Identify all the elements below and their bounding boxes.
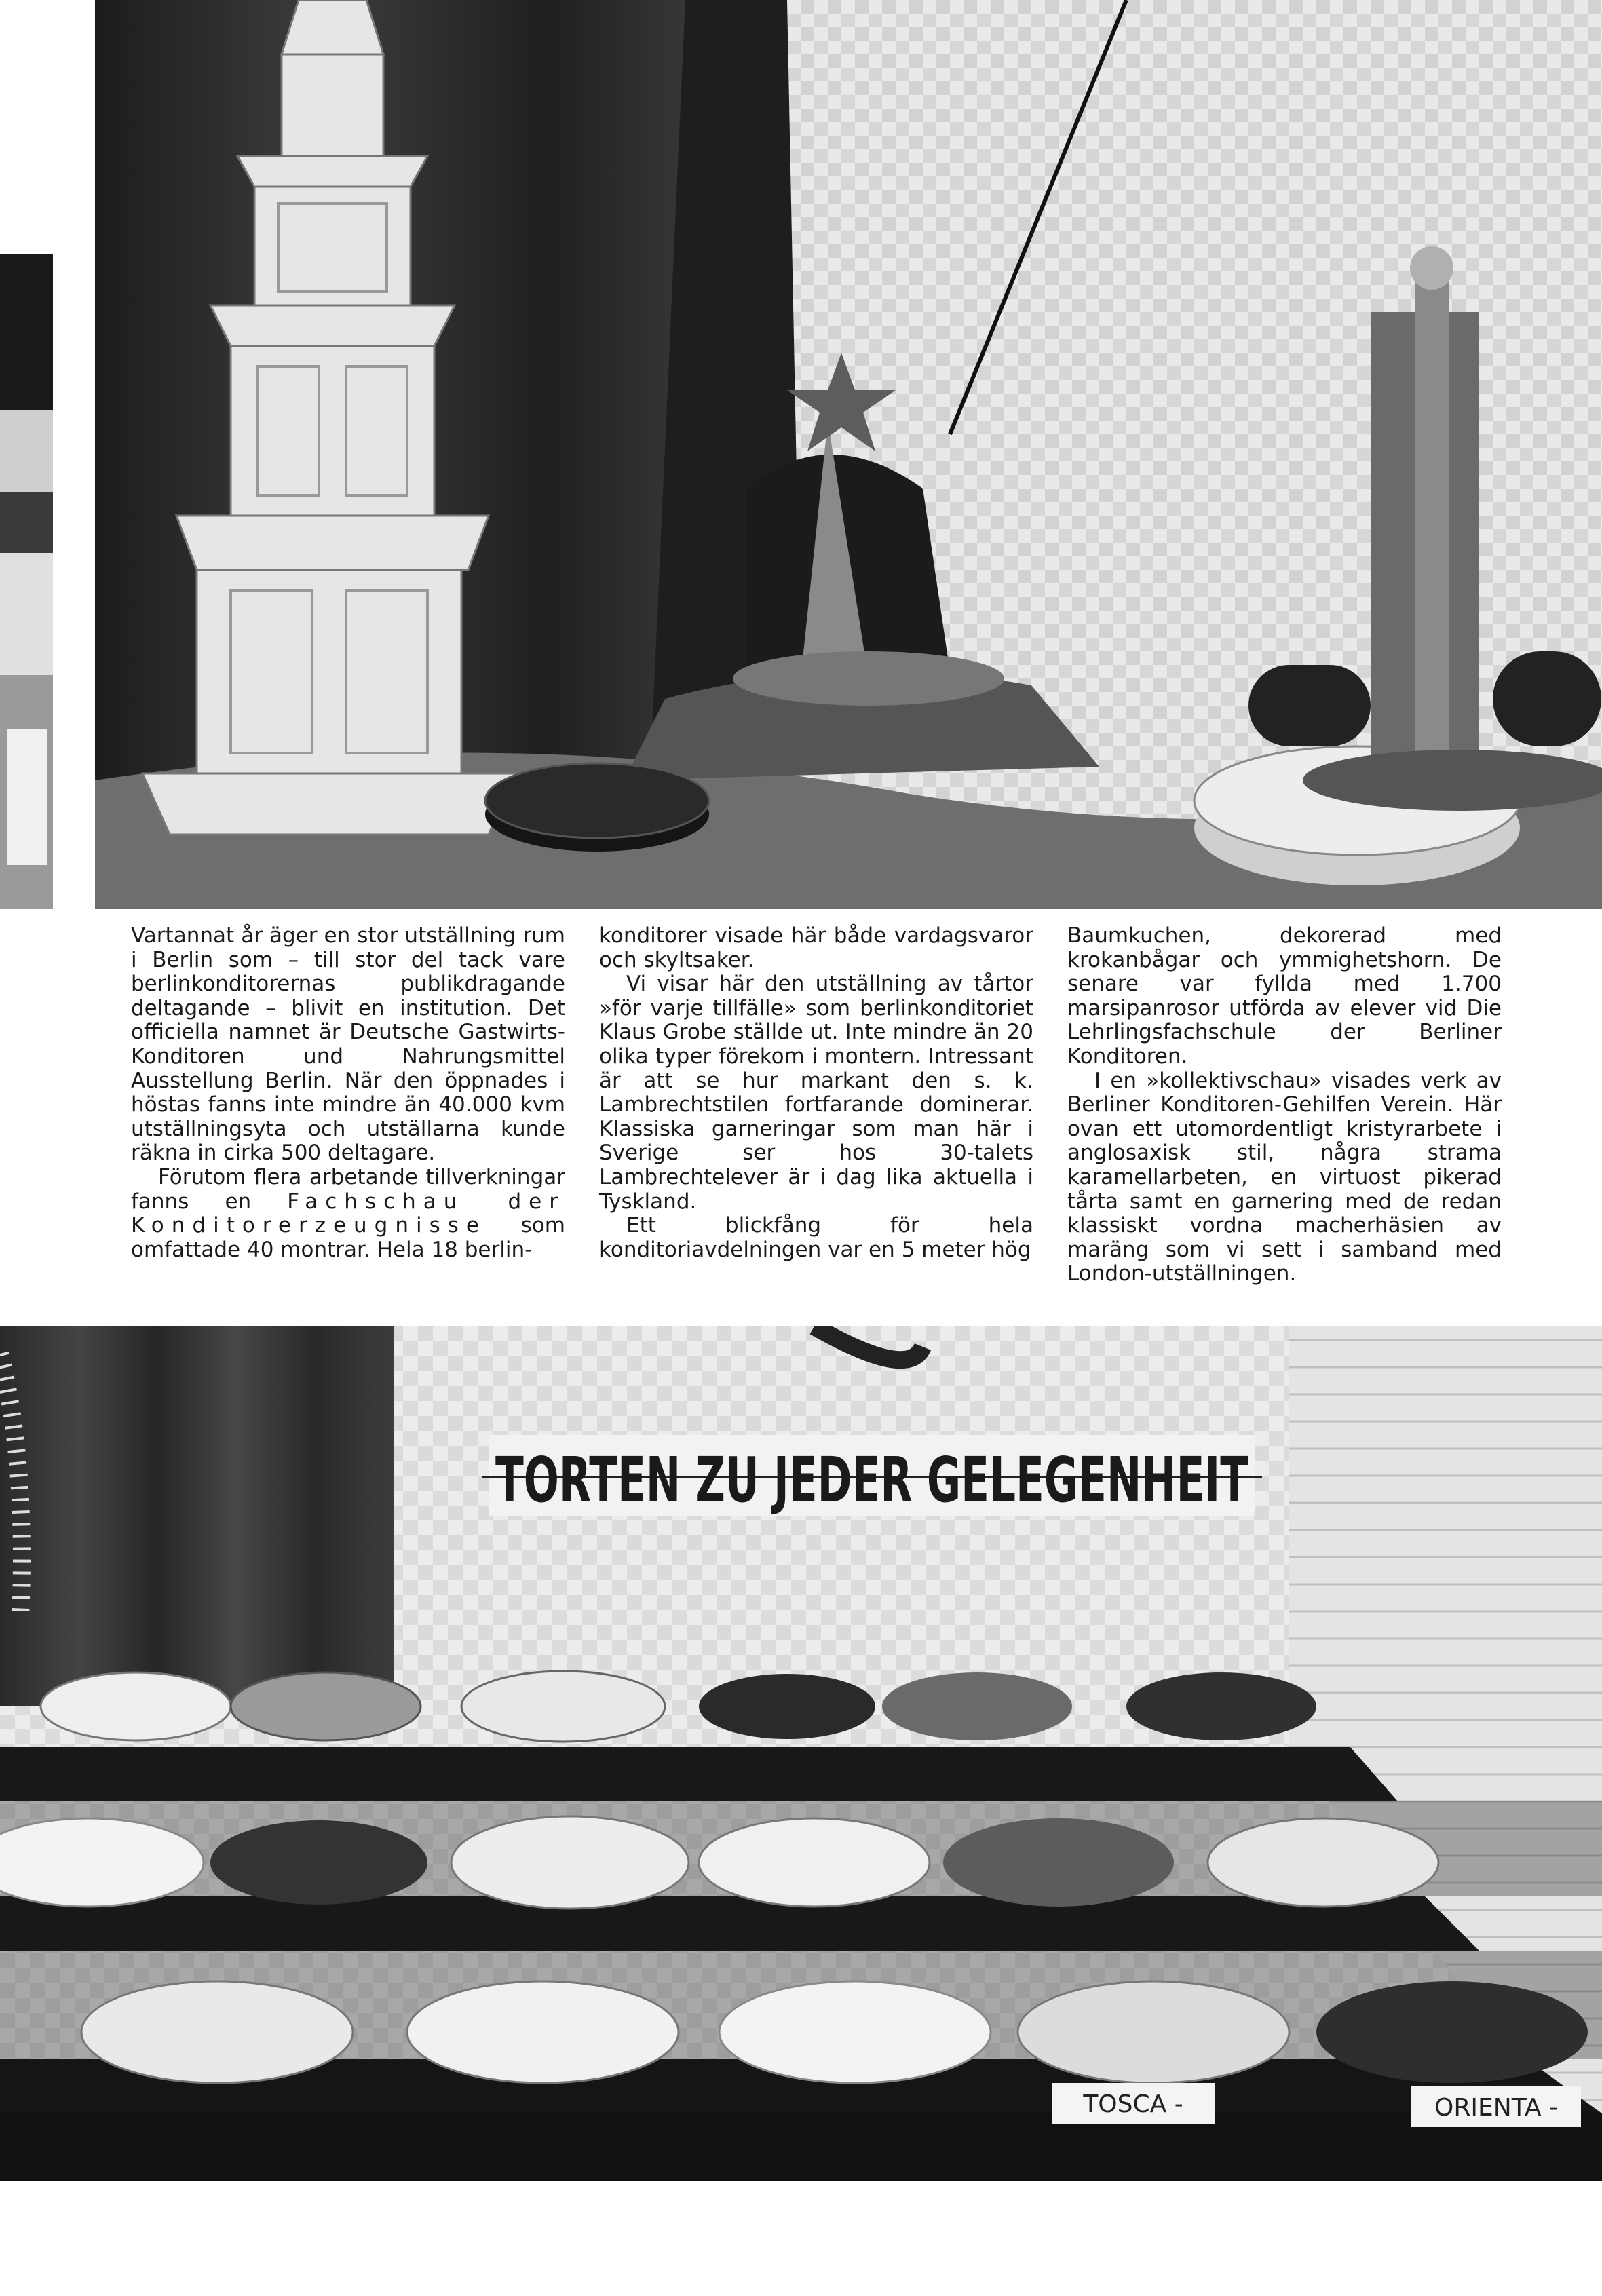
paragraph-text: Förutom flera arbetande tillverkningar fanns en	[131, 1164, 565, 1214]
paragraph: Vi visar här den utställning av tårtor »för varje tillfälle» som berlinkonditoriet Klaus Grobe ställde ut. Inte mindre än 20 olika typer förekom i montern. Intressant är att se hur markant den s. k. Lambrechtstilen fortfarande dominerar. Klassiska garneringar som man här i Sverige ser hos 30-talets Lambrechtelever är i dag lika aktuella i Tyskland.	[599, 972, 1033, 1214]
spaced-term: Fachschau der Konditorerzeugnisse	[131, 1189, 566, 1238]
text-column-2	[599, 924, 1033, 1262]
cake-label: ORIENTA -	[1434, 2094, 1558, 2122]
cake-label: TOSCA -	[1083, 2090, 1183, 2118]
photo-exhibition-hall-strip	[0, 254, 53, 909]
paragraph: Baumkuchen, dekorerad med krokanbågar och ymmighetshorn. De senare var fyllda med 1.700 marsipanrosor utförda av elever vid Die Lehrlingsfachschule der Berliner Konditoren.	[1067, 923, 1502, 1069]
sign-text: TORTEN ZU JEDER GELEGENHEIT	[495, 1444, 1249, 1516]
photo-sugar-art-display	[95, 0, 1602, 909]
paragraph: I en »kollektivschau» visades verk av Berliner Konditoren-Gehilfen Verein. Här ovan ett utomordentligt kristyrarbete i anglosaxisk stil, några strama karamellarbeten, en virtuost pikerad tårta samt en garnering med de redan klassiskt vordna macherhäsien av maräng som vi sett i samband med London-utställningen.	[1067, 1068, 1502, 1286]
paragraph: konditorer visade här både vardagsvaror och skyltsaker.	[599, 923, 1033, 972]
text-column-1	[131, 924, 565, 1262]
text-column-3	[1067, 924, 1502, 1286]
paragraph	[131, 1166, 565, 1262]
photo-cake-display	[0, 1326, 1602, 2181]
paragraph: Vartannat år äger en stor utställning rum i Berlin som – till stor del tack vare berlinkonditorernas publikdragande deltagande – blivit en institution. Det officiella namnet är Deutsche Gastwirts-Konditoren und Nahrungsmittel Ausstellung Berlin. När den öppnades i höstas fanns inte mindre än 40.000 kvm utställningsyta och utställarna kunde räkna in cirka 500 deltagare.	[131, 923, 565, 1166]
paragraph: Ett blickfång för hela konditoriavdelningen var en 5 meter hög	[599, 1213, 1033, 1262]
paragraph-text: som omfattade 40 montrar. Hela 18 berlin-	[131, 1213, 565, 1262]
